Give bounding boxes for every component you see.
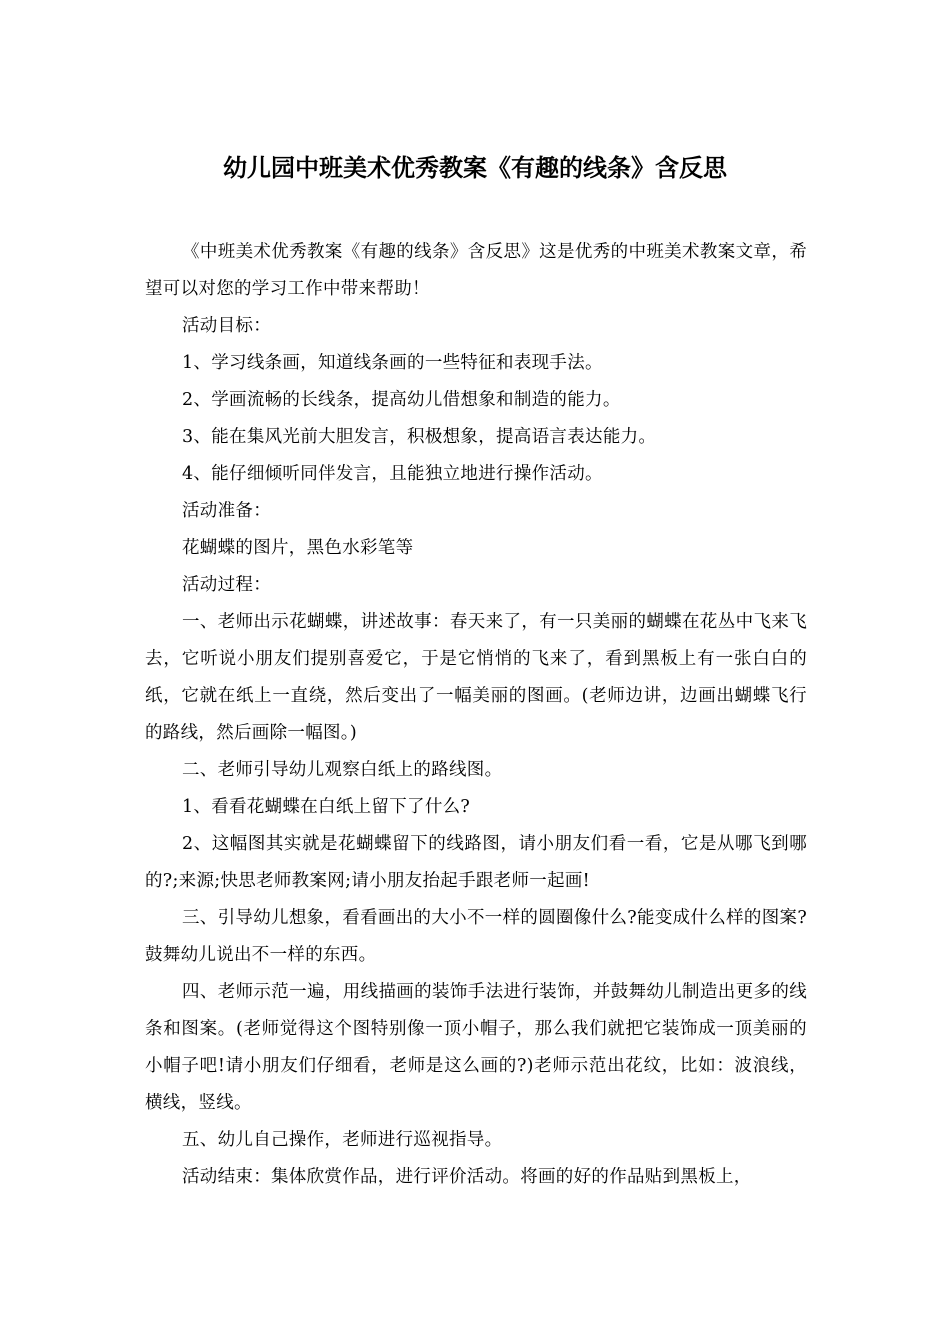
process-step: 二、老师引导幼儿观察白纸上的路线图。: [182, 760, 503, 780]
document-body: [145, 234, 807, 1196]
process-step: 五、幼儿自己操作，老师进行巡视指导。: [182, 1130, 503, 1150]
goals-heading: 活动目标：: [182, 316, 271, 336]
process-substep: 1、看看花蝴蝶在白纸上留下了什么?: [182, 797, 471, 817]
goal-item: 1、学习线条画，知道线条画的一些特征和表现手法。: [182, 353, 603, 373]
activity-end-paragraph: 活动结束：集体欣赏作品，进行评价活动。将画的好的作品贴到黑板上，: [182, 1167, 752, 1187]
goal-item: 2、学画流畅的长线条，提高幼儿借想象和制造的能力。: [182, 390, 621, 410]
process-substep: 2、这幅图其实就是花蝴蝶留下的线路图，请小朋友们看一看，它是从哪飞到哪的?;来源;快思老师教案网;请小朋友抬起手跟老师一起画!: [145, 834, 807, 891]
preparation-heading: 活动准备：: [182, 501, 271, 521]
intro-paragraph: 《中班美术优秀教案《有趣的线条》含反思》这是优秀的中班美术教案文章，希望可以对您的学习工作中带来帮助！: [145, 242, 807, 299]
preparation-text: 花蝴蝶的图片，黑色水彩笔等: [182, 538, 414, 558]
goal-item: 4、能仔细倾听同伴发言，且能独立地进行操作活动。: [182, 464, 603, 484]
process-step: 一、老师出示花蝴蝶，讲述故事：春天来了，有一只美丽的蝴蝶在花丛中飞来飞去，它听说小朋友们提别喜爱它，于是它悄悄的飞来了，看到黑板上有一张白白的纸，它就在纸上一直绕，然后变出了一幅美丽的图画。(老师边讲，边画出蝴蝶飞行的路线，然后画除一幅图。): [145, 612, 807, 743]
process-step: 三、引导幼儿想象，看看画出的大小不一样的圆圈像什么?能变成什么样的图案?鼓舞幼儿说出不一样的东西。: [145, 908, 807, 965]
goal-item: 3、能在集风光前大胆发言，积极想象，提高语言表达能力。: [182, 427, 657, 447]
process-heading: 活动过程：: [182, 575, 271, 595]
document-title: 幼儿园中班美术优秀教案《有趣的线条》含反思: [223, 154, 727, 182]
process-step: 四、老师示范一遍，用线描画的装饰手法进行装饰，并鼓舞幼儿制造出更多的线条和图案。(老师觉得这个图特别像一顶小帽子，那么我们就把它装饰成一顶美丽的小帽子吧!请小朋友们仔细看，老师是这么画的?)老师示范出花纹，比如：波浪线，横线，竖线。: [145, 982, 807, 1113]
